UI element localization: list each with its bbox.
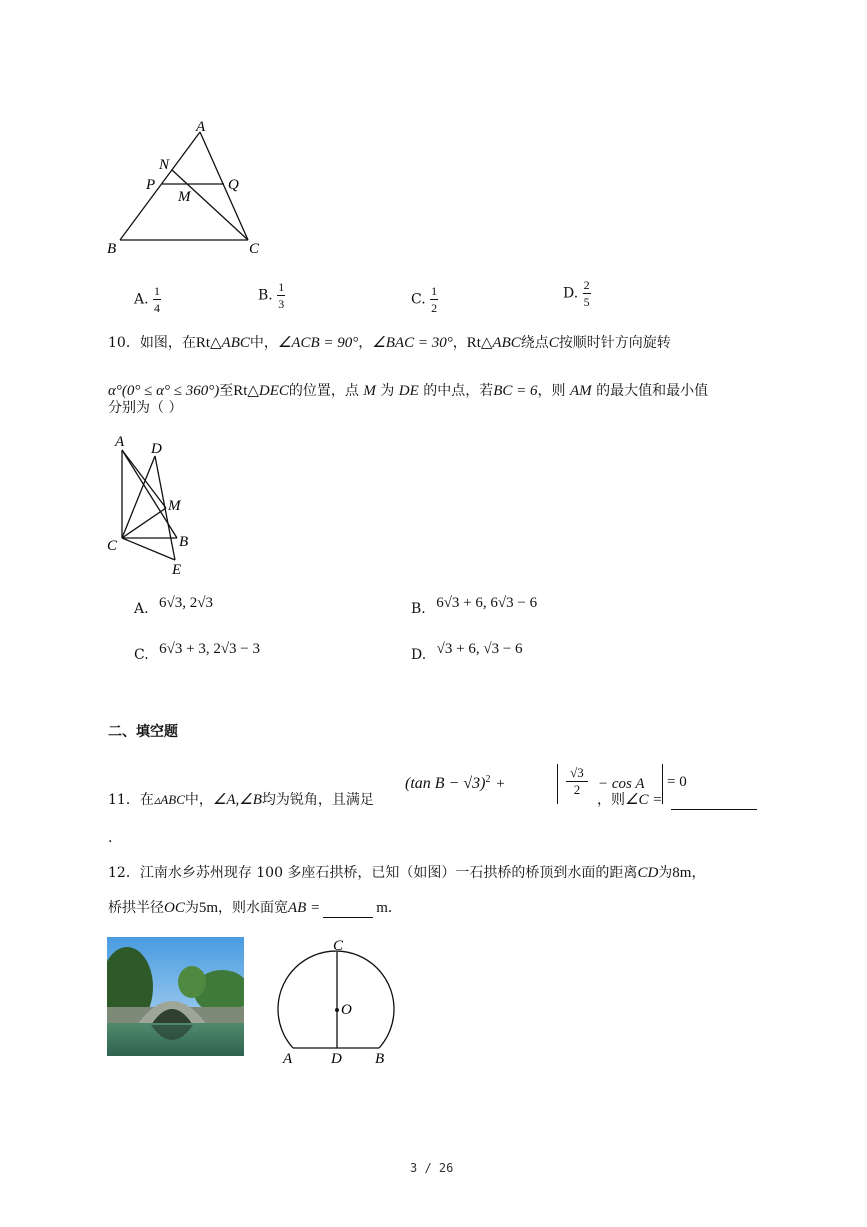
q10-label-e: E [172,562,182,578]
q9-option-c-fraction: $\frac{1}{2}$ [431,284,438,315]
q11-trailing-dot: . [108,830,113,846]
q10-line-3: 分别为（ ） [108,400,183,416]
q10-line-2: α°(0° ≤ α° ≤ 360°)至Rt△DEC的位置，点 M 为 DE 的中点，若BC = 6，则 AM 的最大值和最小值 [108,383,709,399]
q11-eq-left: (tan B − √3) [405,775,486,792]
q9-option-c: C. $\frac{1}{2}$ [411,284,438,315]
q9-label-c: C [249,241,260,257]
q10-figure [100,430,210,580]
q12-label-b: B [375,1051,385,1067]
q11-line: 11．在▵ABC中，∠A,∠B均为锐角，且满足 [108,792,374,808]
q10-label-d: D [151,441,162,457]
q9-option-d: D. $\frac{2}{5}$ [563,278,590,309]
q10-label-b: B [179,534,189,550]
q11-answer: ，则∠C = [597,790,757,810]
q9-option-d-fraction: $\frac{2}{5}$ [583,278,590,309]
q12-bridge-photo [107,937,244,1056]
q10-option-a: A. 6√3, 2√3 [134,595,213,617]
q9-label-p: P [146,177,156,193]
q9-label-a: A [196,119,206,135]
q10-label-m: M [168,498,181,514]
q9-label-n: N [159,157,170,173]
q9-option-a: A. $\frac{1}{4}$ [134,284,161,315]
q12-label-a: A [283,1051,293,1067]
q9-label-b: B [107,241,117,257]
q9-option-b-fraction: $\frac{1}{3}$ [278,280,285,311]
q10-label-c: C [107,538,118,554]
section-heading-fill-in: 二、填空题 [108,724,178,740]
q10-option-c: C. 6√3 + 3, 2√3 − 3 [134,641,261,663]
q12-arch-figure [270,932,410,1072]
q11-eq-fraction: √3 2 [566,766,588,797]
q10-option-d: D. √3 + 6, √3 − 6 [411,641,523,663]
q9-option-b: B. $\frac{1}{3}$ [258,280,285,311]
q12-label-o: O [341,1002,352,1018]
q10-option-b: B. 6√3 + 6, 6√3 − 6 [411,595,538,617]
q10-line-1: 10．如图，在Rt△ABC中，∠ACB = 90°，∠BAC = 30°，Rt△ABC绕点C按顺时针方向旋转 [108,335,671,351]
q9-label-m: M [178,189,191,205]
q9-figure [100,110,280,265]
q9-label-q: Q [228,177,239,193]
q11-answer-blank[interactable] [671,793,757,810]
q12-label-d: D [331,1051,342,1067]
page-number: 3 / 26 [410,1161,454,1175]
q12-line-2: 桥拱半径OC为5m，则水面宽AB = m． [108,900,402,916]
q9-option-a-fraction: $\frac{1}{4}$ [154,284,161,315]
q12-answer-blank[interactable] [323,901,373,918]
q12-label-c: C [333,938,344,954]
q11-abs-value: √3 2 − cos A [557,764,663,804]
q10-label-a: A [115,434,125,450]
q12-line-1: 12．江南水乡苏州现存 100 多座石拱桥，已知（如图）一石拱桥的桥顶到水面的距离CD为8m， [108,865,706,881]
